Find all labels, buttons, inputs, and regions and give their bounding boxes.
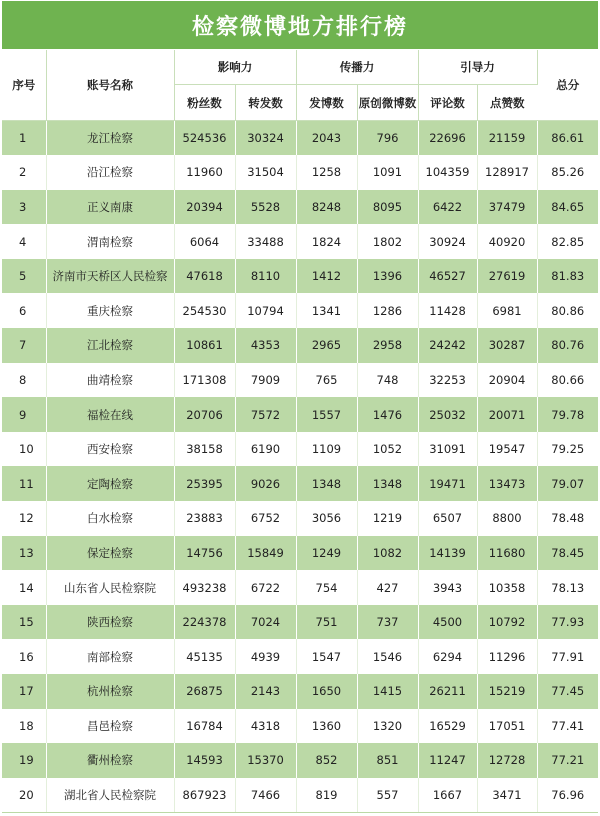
header-comments: 评论数 — [418, 85, 477, 121]
cell-total: 77.91 — [537, 639, 598, 674]
cell-rank: 2 — [2, 155, 46, 190]
cell-original: 1546 — [357, 639, 418, 674]
cell-reposts: 5528 — [235, 190, 296, 225]
cell-rank: 20 — [2, 778, 46, 813]
cell-reposts: 33488 — [235, 224, 296, 259]
cell-comments: 24242 — [418, 328, 477, 363]
cell-name: 南部检察 — [46, 639, 174, 674]
cell-reposts: 15849 — [235, 536, 296, 571]
cell-reposts: 8110 — [235, 259, 296, 294]
cell-likes: 17051 — [477, 709, 537, 744]
cell-total: 84.65 — [537, 190, 598, 225]
cell-fans: 20706 — [174, 397, 235, 432]
table-row — [2, 743, 598, 778]
cell-comments: 14139 — [418, 536, 477, 571]
cell-name: 福检在线 — [46, 397, 174, 432]
table-row — [2, 363, 598, 398]
table-body — [2, 121, 598, 813]
cell-likes: 11296 — [477, 639, 537, 674]
cell-fans: 14593 — [174, 743, 235, 778]
cell-original: 1052 — [357, 432, 418, 467]
cell-original: 737 — [357, 605, 418, 640]
cell-original: 1396 — [357, 259, 418, 294]
cell-name: 沿江检察 — [46, 155, 174, 190]
cell-reposts: 7909 — [235, 363, 296, 398]
cell-posts: 1824 — [296, 224, 357, 259]
ranking-table — [2, 50, 598, 813]
cell-comments: 32253 — [418, 363, 477, 398]
cell-fans: 10861 — [174, 328, 235, 363]
cell-likes: 27619 — [477, 259, 537, 294]
cell-comments: 16529 — [418, 709, 477, 744]
cell-comments: 6422 — [418, 190, 477, 225]
cell-name: 西安检察 — [46, 432, 174, 467]
cell-total: 77.45 — [537, 674, 598, 709]
cell-rank: 6 — [2, 293, 46, 328]
cell-posts: 852 — [296, 743, 357, 778]
cell-fans: 11960 — [174, 155, 235, 190]
header-name: 账号名称 — [46, 50, 174, 121]
table-header — [2, 50, 598, 121]
cell-comments: 26211 — [418, 674, 477, 709]
cell-original: 8095 — [357, 190, 418, 225]
cell-fans: 45135 — [174, 639, 235, 674]
cell-reposts: 30324 — [235, 121, 296, 156]
table-row — [2, 293, 598, 328]
cell-original: 2958 — [357, 328, 418, 363]
cell-reposts: 6752 — [235, 501, 296, 536]
cell-posts: 2043 — [296, 121, 357, 156]
cell-posts: 765 — [296, 363, 357, 398]
cell-reposts: 6190 — [235, 432, 296, 467]
cell-total: 80.66 — [537, 363, 598, 398]
cell-total: 76.96 — [537, 778, 598, 813]
cell-fans: 23883 — [174, 501, 235, 536]
table-row — [2, 259, 598, 294]
cell-fans: 224378 — [174, 605, 235, 640]
cell-likes: 20904 — [477, 363, 537, 398]
cell-likes: 15219 — [477, 674, 537, 709]
cell-rank: 4 — [2, 224, 46, 259]
cell-comments: 25032 — [418, 397, 477, 432]
cell-reposts: 7024 — [235, 605, 296, 640]
cell-total: 78.45 — [537, 536, 598, 571]
cell-reposts: 4353 — [235, 328, 296, 363]
cell-comments: 104359 — [418, 155, 477, 190]
header-original: 原创微博数 — [357, 85, 418, 121]
cell-total: 80.76 — [537, 328, 598, 363]
cell-rank: 11 — [2, 466, 46, 501]
cell-rank: 7 — [2, 328, 46, 363]
cell-rank: 9 — [2, 397, 46, 432]
table-row — [2, 328, 598, 363]
cell-total: 86.61 — [537, 121, 598, 156]
table-row — [2, 501, 598, 536]
cell-name: 杭州检察 — [46, 674, 174, 709]
cell-original: 1219 — [357, 501, 418, 536]
cell-original: 1091 — [357, 155, 418, 190]
cell-original: 796 — [357, 121, 418, 156]
cell-original: 748 — [357, 363, 418, 398]
cell-rank: 12 — [2, 501, 46, 536]
table-row — [2, 674, 598, 709]
cell-name: 保定检察 — [46, 536, 174, 571]
cell-likes: 6981 — [477, 293, 537, 328]
cell-likes: 40920 — [477, 224, 537, 259]
cell-comments: 6294 — [418, 639, 477, 674]
header-influence: 影响力 — [174, 50, 296, 85]
cell-fans: 254530 — [174, 293, 235, 328]
cell-total: 81.83 — [537, 259, 598, 294]
cell-rank: 16 — [2, 639, 46, 674]
cell-likes: 12728 — [477, 743, 537, 778]
header-likes: 点赞数 — [477, 85, 537, 121]
header-guidance: 引导力 — [418, 50, 537, 85]
cell-comments: 46527 — [418, 259, 477, 294]
cell-comments: 19471 — [418, 466, 477, 501]
cell-fans: 524536 — [174, 121, 235, 156]
table-row — [2, 432, 598, 467]
table-row — [2, 778, 598, 813]
cell-original: 1348 — [357, 466, 418, 501]
cell-likes: 3471 — [477, 778, 537, 813]
cell-comments: 11247 — [418, 743, 477, 778]
cell-name: 湖北省人民检察院 — [46, 778, 174, 813]
cell-posts: 1109 — [296, 432, 357, 467]
cell-posts: 1249 — [296, 536, 357, 571]
table-row — [2, 121, 598, 156]
cell-comments: 4500 — [418, 605, 477, 640]
cell-comments: 3943 — [418, 570, 477, 605]
cell-fans: 493238 — [174, 570, 235, 605]
header-total: 总分 — [537, 50, 598, 121]
cell-name: 正义南康 — [46, 190, 174, 225]
cell-original: 1082 — [357, 536, 418, 571]
cell-total: 77.21 — [537, 743, 598, 778]
cell-total: 77.93 — [537, 605, 598, 640]
cell-reposts: 31504 — [235, 155, 296, 190]
cell-reposts: 2143 — [235, 674, 296, 709]
cell-original: 1415 — [357, 674, 418, 709]
cell-total: 82.85 — [537, 224, 598, 259]
cell-original: 1320 — [357, 709, 418, 744]
cell-reposts: 7466 — [235, 778, 296, 813]
cell-reposts: 9026 — [235, 466, 296, 501]
cell-posts: 1348 — [296, 466, 357, 501]
cell-rank: 18 — [2, 709, 46, 744]
cell-fans: 171308 — [174, 363, 235, 398]
cell-total: 85.26 — [537, 155, 598, 190]
cell-rank: 14 — [2, 570, 46, 605]
cell-comments: 6507 — [418, 501, 477, 536]
cell-reposts: 15370 — [235, 743, 296, 778]
cell-comments: 31091 — [418, 432, 477, 467]
cell-posts: 1258 — [296, 155, 357, 190]
cell-reposts: 6722 — [235, 570, 296, 605]
cell-original: 557 — [357, 778, 418, 813]
page-title: 检察微博地方排行榜 — [191, 13, 408, 40]
cell-reposts: 4939 — [235, 639, 296, 674]
cell-original: 427 — [357, 570, 418, 605]
cell-fans: 867923 — [174, 778, 235, 813]
cell-posts: 3056 — [296, 501, 357, 536]
cell-original: 1476 — [357, 397, 418, 432]
cell-total: 78.13 — [537, 570, 598, 605]
cell-rank: 5 — [2, 259, 46, 294]
cell-posts: 819 — [296, 778, 357, 813]
cell-posts: 1650 — [296, 674, 357, 709]
cell-likes: 10792 — [477, 605, 537, 640]
cell-rank: 15 — [2, 605, 46, 640]
cell-likes: 19547 — [477, 432, 537, 467]
cell-name: 陕西检察 — [46, 605, 174, 640]
cell-posts: 8248 — [296, 190, 357, 225]
cell-posts: 1557 — [296, 397, 357, 432]
cell-original: 1802 — [357, 224, 418, 259]
cell-fans: 6064 — [174, 224, 235, 259]
cell-total: 79.07 — [537, 466, 598, 501]
cell-rank: 3 — [2, 190, 46, 225]
cell-posts: 1341 — [296, 293, 357, 328]
cell-fans: 38158 — [174, 432, 235, 467]
table-row — [2, 224, 598, 259]
cell-comments: 1667 — [418, 778, 477, 813]
cell-posts: 1360 — [296, 709, 357, 744]
cell-rank: 19 — [2, 743, 46, 778]
table-row — [2, 639, 598, 674]
cell-fans: 14756 — [174, 536, 235, 571]
cell-name: 龙江检察 — [46, 121, 174, 156]
cell-name: 定陶检察 — [46, 466, 174, 501]
table-row — [2, 605, 598, 640]
cell-likes: 128917 — [477, 155, 537, 190]
table-row — [2, 155, 598, 190]
cell-rank: 17 — [2, 674, 46, 709]
cell-rank: 8 — [2, 363, 46, 398]
cell-rank: 13 — [2, 536, 46, 571]
cell-likes: 30287 — [477, 328, 537, 363]
cell-reposts: 4318 — [235, 709, 296, 744]
cell-fans: 25395 — [174, 466, 235, 501]
cell-likes: 37479 — [477, 190, 537, 225]
cell-reposts: 10794 — [235, 293, 296, 328]
cell-fans: 26875 — [174, 674, 235, 709]
cell-rank: 10 — [2, 432, 46, 467]
cell-name: 江北检察 — [46, 328, 174, 363]
cell-total: 79.78 — [537, 397, 598, 432]
cell-likes: 20071 — [477, 397, 537, 432]
cell-likes: 8800 — [477, 501, 537, 536]
cell-posts: 1412 — [296, 259, 357, 294]
cell-posts: 754 — [296, 570, 357, 605]
cell-total: 80.86 — [537, 293, 598, 328]
cell-total: 77.41 — [537, 709, 598, 744]
table-row — [2, 397, 598, 432]
cell-posts: 1547 — [296, 639, 357, 674]
cell-likes: 10358 — [477, 570, 537, 605]
header-reposts: 转发数 — [235, 85, 296, 121]
cell-fans: 16784 — [174, 709, 235, 744]
table-row — [2, 709, 598, 744]
cell-rank: 1 — [2, 121, 46, 156]
cell-comments: 11428 — [418, 293, 477, 328]
title-banner — [2, 1, 598, 49]
cell-posts: 2965 — [296, 328, 357, 363]
cell-name: 衢州检察 — [46, 743, 174, 778]
cell-fans: 20394 — [174, 190, 235, 225]
cell-name: 渭南检察 — [46, 224, 174, 259]
cell-original: 1286 — [357, 293, 418, 328]
cell-likes: 11680 — [477, 536, 537, 571]
cell-likes: 13473 — [477, 466, 537, 501]
header-fans: 粉丝数 — [174, 85, 235, 121]
cell-posts: 751 — [296, 605, 357, 640]
cell-total: 79.25 — [537, 432, 598, 467]
table-row — [2, 190, 598, 225]
cell-fans: 47618 — [174, 259, 235, 294]
cell-name: 重庆检察 — [46, 293, 174, 328]
cell-total: 78.48 — [537, 501, 598, 536]
table-row — [2, 466, 598, 501]
cell-name: 山东省人民检察院 — [46, 570, 174, 605]
cell-name: 昌邑检察 — [46, 709, 174, 744]
cell-comments: 22696 — [418, 121, 477, 156]
cell-name: 济南市天桥区人民检察 — [46, 259, 174, 294]
cell-name: 白水检察 — [46, 501, 174, 536]
table-row — [2, 570, 598, 605]
table-row — [2, 536, 598, 571]
cell-likes: 21159 — [477, 121, 537, 156]
cell-name: 曲靖检察 — [46, 363, 174, 398]
header-spread: 传播力 — [296, 50, 418, 85]
header-rank: 序号 — [2, 50, 46, 121]
cell-reposts: 7572 — [235, 397, 296, 432]
cell-comments: 30924 — [418, 224, 477, 259]
cell-original: 851 — [357, 743, 418, 778]
header-posts: 发博数 — [296, 85, 357, 121]
